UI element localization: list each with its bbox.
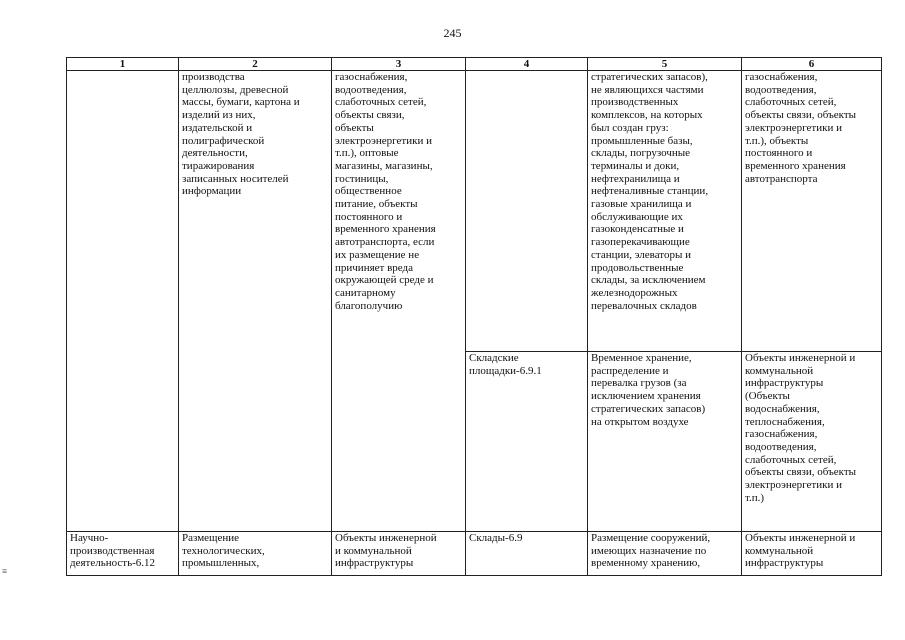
table-cell	[67, 71, 179, 532]
table-cell: Складские площадки-6.9.1	[466, 352, 588, 532]
column-header-4: 4	[466, 58, 588, 71]
column-header-2: 2	[179, 58, 332, 71]
table-cell: газоснабжения, водоотведения, слаботочных сетей, объекты связи, объекты электроэнергетики и т.п.), объекты постоянного и временного хранения автотранспорта	[742, 71, 882, 352]
table-header-row	[67, 58, 882, 71]
page-number: 245	[443, 26, 462, 40]
table-cell: производства целлюлозы, древесной массы, бумаги, картона и изделий из них, издательской и полиграфической деятельности, тиражирования записанных носителей информации	[179, 71, 332, 532]
table-cell: Объекты инженерной и коммунальной инфраструктуры (Объекты водоснабжения, теплоснабжения, газоснабжения, водоотведения, слаботочных сетей, объекты связи, объекты электроэнергетики и т.п.)	[742, 352, 882, 532]
table-cell: Научно- производственная деятельность-6.12	[67, 532, 179, 576]
column-header-1: 1	[67, 58, 179, 71]
margin-mark: ≡	[2, 566, 8, 576]
table-cell: Размещение технологических, промышленных,	[179, 532, 332, 576]
column-header-5: 5	[588, 58, 742, 71]
table-cell: Объекты инженерной и коммунальной инфраструктуры	[742, 532, 882, 576]
table-cell: стратегических запасов), не являющихся частями производственных комплексов, на которых был создан груз: промышленные базы, склады, погрузочные терминалы и доки, нефтехранилища и нефтеналивные станции, газовые хранилища и обслуживающие их газоконденсатные и газоперекачивающие станции, элеваторы и продовольственные склады, за исключением железнодорожных перевалочных складов	[588, 71, 742, 352]
table-row	[67, 71, 882, 352]
table-cell	[466, 71, 588, 352]
table-cell: Размещение сооружений, имеющих назначение по временному хранению,	[588, 532, 742, 576]
column-header-3: 3	[332, 58, 466, 71]
table-row	[67, 532, 882, 576]
table-cell: газоснабжения, водоотведения, слаботочных сетей, объекты связи, объекты электроэнергетики и т.п.), оптовые магазины, магазины, гостиницы, общественное питание, объекты постоянного и временного хранения автотранспорта, если их размещение не причиняет вреда окружающей среде и санитарному благополучию	[332, 71, 466, 532]
column-header-6: 6	[742, 58, 882, 71]
table-cell: Временное хранение, распределение и перевалка грузов (за исключением хранения стратегических запасов) на открытом воздухе	[588, 352, 742, 532]
table-cell: Склады-6.9	[466, 532, 588, 576]
table-cell: Объекты инженерной и коммунальной инфраструктуры	[332, 532, 466, 576]
zoning-table	[66, 57, 882, 576]
